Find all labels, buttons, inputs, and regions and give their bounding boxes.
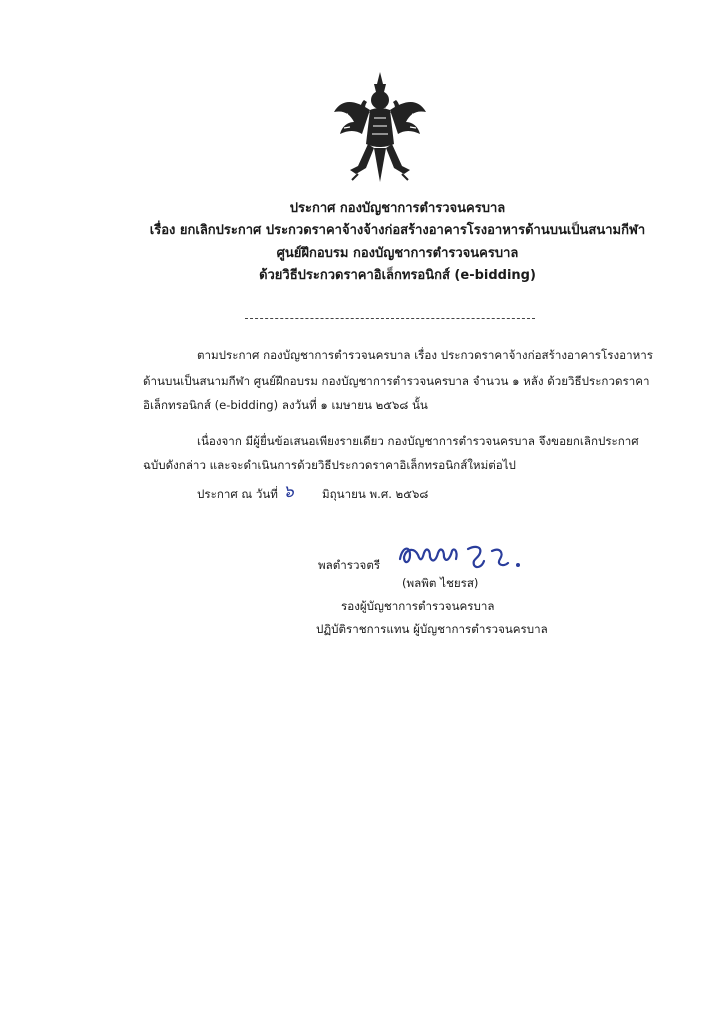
garuda-emblem-icon	[330, 70, 430, 185]
signer-name: (พลพิต ไชยรส)	[402, 576, 479, 590]
signer-position: รองผู้บัญชาการตำรวจนครบาล	[341, 599, 495, 613]
paragraph-2-line-1: เนื่องจาก มีผู้ยื่นข้อเสนอเพียงรายเดียว กองบัญชาการตำรวจนครบาล จึงขอยกเลิกประกาศ	[197, 434, 639, 448]
date-month-year: มิถุนายน พ.ศ. ๒๕๖๘	[322, 487, 429, 501]
paragraph-1-line-3: อิเล็กทรอนิกส์ (e-bidding) ลงวันที่ ๑ เมษายน ๒๕๖๘ นั้น	[143, 398, 428, 412]
announcement-subject-line3: ด้วยวิธีประกวดราคาอิเล็กทรอนิกส์ (e-bidding)	[259, 268, 536, 283]
date-day-handwritten: ๖	[283, 482, 294, 502]
paragraph-2-line-2: ฉบับดังกล่าว และจะดำเนินการด้วยวิธีประกวดราคาอิเล็กทรอนิกส์ใหม่ต่อไป	[143, 458, 516, 472]
signer-rank: พลตำรวจตรี	[318, 558, 381, 572]
announcement-subject: เรื่อง ยกเลิกประกาศ ประกวดราคาจ้างจ้างก่อสร้างอาคารโรงอาหารด้านบนเป็นสนามกีฬา	[149, 223, 646, 238]
paragraph-1-line-2: ด้านบนเป็นสนามกีฬา ศูนย์ฝึกอบรม กองบัญชาการตำรวจนครบาล จำนวน ๑ หลัง ด้วยวิธีประกวดราคา	[143, 374, 650, 388]
announcement-subject-line2: ศูนย์ฝึกอบรม กองบัญชาการตำรวจนครบาล	[276, 246, 519, 261]
handwritten-signature	[396, 537, 531, 573]
date-label: ประกาศ ณ วันที่	[197, 487, 278, 501]
announcement-title: ประกาศ กองบัญชาการตำรวจนครบาล	[289, 201, 506, 216]
signer-acting-position: ปฏิบัติราชการแทน ผู้บัญชาการตำรวจนครบาล	[316, 622, 548, 636]
paragraph-1-line-1: ตามประกาศ กองบัญชาการตำรวจนครบาล เรื่อง ประกวดราคาจ้างก่อสร้างอาคารโรงอาหาร	[197, 348, 653, 362]
divider	[245, 318, 535, 319]
